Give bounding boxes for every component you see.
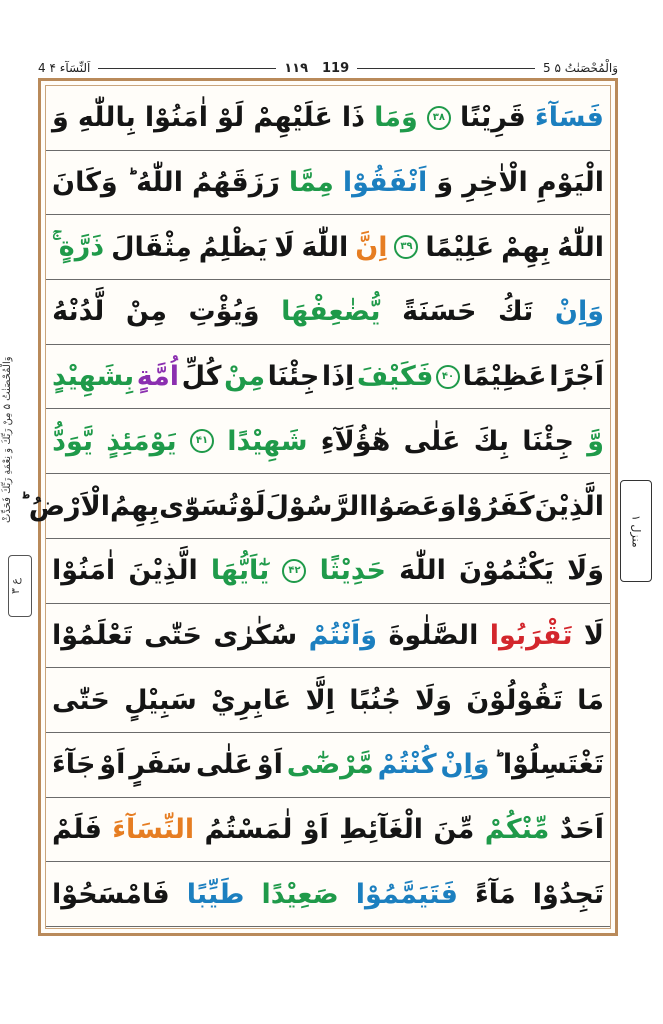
ayah-number-marker: ۴۱ xyxy=(190,429,214,453)
word: ذَرَّةٍ ۚ xyxy=(52,231,105,263)
word: جِئْنَا xyxy=(522,425,574,457)
word: فَلَمْ xyxy=(52,814,102,846)
word: سَفَرٍ xyxy=(129,749,193,781)
word: صَعِيْدًا xyxy=(261,878,339,910)
page-header xyxy=(38,58,618,78)
word: الَّذِيْنَ xyxy=(534,490,604,522)
word: جَآءَ xyxy=(52,749,96,781)
ruku-mark: ع ۳ xyxy=(8,555,32,617)
word: هٰٓؤُلَآءِ xyxy=(320,425,391,457)
word: كُلِّ xyxy=(181,361,222,393)
word: فَتَيَمَّمُوْا xyxy=(355,878,458,910)
text-line xyxy=(46,798,610,863)
word: تُسَوّٰى xyxy=(159,490,239,522)
header-rule-left xyxy=(98,68,276,69)
word: اللّٰهُ ؕ xyxy=(126,167,183,199)
word: ذَا xyxy=(341,102,366,134)
juz-name: 5 وَالْمُحْصَنٰتُ ۵ xyxy=(543,61,619,75)
word: الْغَآئِطِ xyxy=(339,814,423,846)
margin-note: وَالْمُحْصَنٰتُ ۵ مِنْ رَبِّكَ وَ نِعْمَةِ رَبِّكَ فَحَدِّثْ xyxy=(2,356,13,524)
word: اللّٰهَ xyxy=(301,231,349,263)
ayah-number-marker: ۴۰ xyxy=(436,365,460,389)
word: اِنَّ xyxy=(355,231,388,263)
word: وَمَا xyxy=(374,102,418,134)
header-rule-right xyxy=(357,68,535,69)
word: لَوْ xyxy=(238,490,266,522)
text-line xyxy=(46,668,610,733)
word: عَظِيْمًا xyxy=(462,361,547,393)
text-line xyxy=(46,215,610,280)
word: اللّٰهُ xyxy=(557,231,604,263)
word: تَقْرَبُوا xyxy=(489,619,573,651)
word: الصَّلٰوةَ xyxy=(388,619,479,651)
word: حَتّٰى xyxy=(144,619,202,651)
text-line xyxy=(46,280,610,345)
word: اِلَّا xyxy=(305,684,335,716)
word: فَكَيْفَ xyxy=(356,361,434,393)
text-line xyxy=(46,604,610,669)
word: حَسَنَةً xyxy=(402,296,477,328)
word: كَفَرُوْا xyxy=(456,490,535,522)
word: يَّوَدُّ xyxy=(52,425,94,457)
word: قَرِيْنًا xyxy=(460,102,526,134)
word: بِاللّٰهِ xyxy=(77,102,136,134)
word: لَا xyxy=(583,619,604,651)
word: عَلٰى xyxy=(403,425,461,457)
word: اُمَّةٍ xyxy=(136,361,180,393)
ayah-number-marker: ۳۸ xyxy=(427,106,451,130)
text-line xyxy=(46,345,610,410)
surah-label xyxy=(38,61,90,75)
page-number xyxy=(284,61,349,76)
word: الَّذِيْنَ xyxy=(128,555,198,587)
word: اٰمَنُوْا xyxy=(144,102,209,134)
word: يُّضٰعِفْهَا xyxy=(281,296,381,328)
word: يَكْتُمُوْنَ xyxy=(459,555,554,587)
word: الْيَوْمِ xyxy=(536,167,604,199)
word: وَ xyxy=(436,167,454,199)
word: النِّسَآءَ xyxy=(112,814,195,846)
word: حَدِيْثًا xyxy=(319,555,386,587)
word: بِكَ xyxy=(473,425,509,457)
surah-name: 4 اَلنِّسَآء ۴ xyxy=(38,61,91,75)
word: مَّرْضٰٓى xyxy=(286,749,374,781)
word: تَجِدُوْا xyxy=(532,878,604,910)
word: بِشَهِيْدٍ xyxy=(52,361,135,393)
word: حَتّٰى xyxy=(52,684,110,716)
word: كُنْتُمْ xyxy=(377,749,437,781)
word: اَوْ xyxy=(99,749,126,781)
text-line xyxy=(46,539,610,604)
word: اٰمَنُوْا xyxy=(52,555,116,587)
page-number-arabic: ۱۱۹ xyxy=(284,60,309,76)
word: طَيِّبًا xyxy=(186,878,245,910)
word: اَحَدٌ xyxy=(559,814,604,846)
word: تَعْلَمُوْا xyxy=(52,619,133,651)
word: وَ xyxy=(52,102,69,134)
quran-text-lines xyxy=(19,86,610,928)
word: تَغْتَسِلُوْا ؕ xyxy=(493,749,604,781)
word: اَوْ xyxy=(256,749,283,781)
word: سُكٰرٰى xyxy=(213,619,298,651)
word: اَوْ xyxy=(302,814,329,846)
text-line xyxy=(46,862,610,927)
word: مِنْ xyxy=(224,361,266,393)
word: وَكَانَ xyxy=(52,167,118,199)
word: لٰمَسْتُمُ xyxy=(204,814,293,846)
word: مِثْقَالَ xyxy=(111,231,192,263)
text-line xyxy=(46,151,610,216)
word: رَزَقَهُمُ xyxy=(192,167,280,199)
word: شَهِيْدًا xyxy=(227,425,308,457)
text-line xyxy=(46,733,610,798)
word: لَّدُنْهُ xyxy=(52,296,105,328)
juz-label xyxy=(543,61,618,75)
word: تَكُ xyxy=(498,296,534,328)
word: فَامْسَحُوْا xyxy=(52,878,170,910)
word: عَلٰى xyxy=(196,749,253,781)
word: الْاَرْضُ ؕ xyxy=(19,490,110,522)
word: مِّنَ xyxy=(433,814,475,846)
word: اَنْفَقُوْا xyxy=(342,167,428,199)
word: مِمَّا xyxy=(288,167,334,199)
word: وَاِنْ xyxy=(440,749,490,781)
ayah-number-marker: ۴۲ xyxy=(282,559,306,583)
word: بِهِمُ xyxy=(109,490,160,522)
word: يٰٓاَيُّهَا xyxy=(210,555,270,587)
ayah-number-marker: ۳۹ xyxy=(394,235,418,259)
word: وَلَا xyxy=(567,555,604,587)
word: وَاَنْتُمْ xyxy=(308,619,377,651)
text-line xyxy=(46,410,610,475)
word: الرَّسُوْلَ xyxy=(265,490,369,522)
word: اِذَا xyxy=(321,361,355,393)
word: لَا xyxy=(274,231,295,263)
word: اللّٰهَ xyxy=(399,555,446,587)
word: سَبِيْلٍ xyxy=(124,684,197,716)
word: مِنْ xyxy=(125,296,167,328)
word: فَسَآءَ xyxy=(534,102,604,134)
text-line xyxy=(46,86,610,151)
word: مَا xyxy=(577,684,604,716)
word: وَاِنْ xyxy=(554,296,604,328)
word: الْاٰخِرِ xyxy=(462,167,528,199)
word: مِّنْكُمْ xyxy=(484,814,550,846)
word: وَلَا xyxy=(415,684,452,716)
word: اَجْرًا xyxy=(549,361,604,393)
word: تَقُوْلُوْنَ xyxy=(466,684,563,716)
page-number-english: 119 xyxy=(322,60,350,76)
word: عَلِيْمًا xyxy=(425,231,495,263)
word: جِئْنَا xyxy=(267,361,320,393)
word: وَّ xyxy=(587,425,604,457)
word: بِهِمْ xyxy=(501,231,551,263)
text-line xyxy=(19,474,610,539)
word: جُنُبًا xyxy=(349,684,401,716)
word: يَوْمَئِذٍ xyxy=(106,425,177,457)
manzil-label: منزل ۱ xyxy=(620,480,652,582)
word: عَابِرِيْ xyxy=(211,684,292,716)
word: وَيُؤْتِ xyxy=(188,296,260,328)
word: مَآءً xyxy=(475,878,516,910)
word: وَعَصَوُا xyxy=(368,490,457,522)
word: لَوْ xyxy=(217,102,245,134)
word: يَظْلِمُ xyxy=(198,231,268,263)
word: عَلَيْهِمْ xyxy=(253,102,333,134)
